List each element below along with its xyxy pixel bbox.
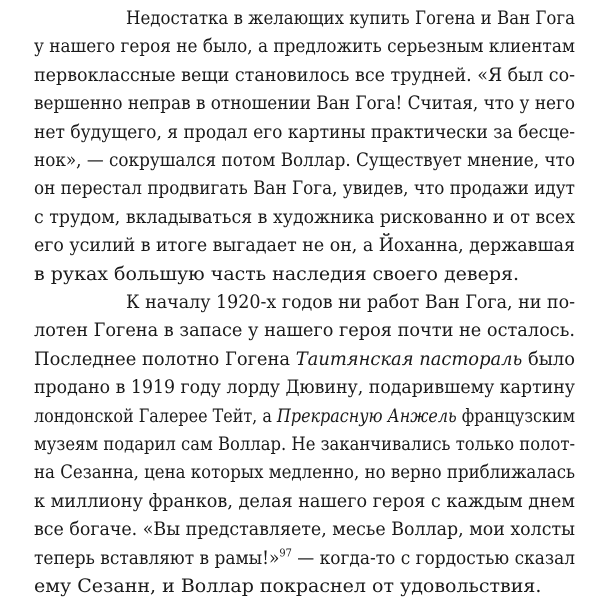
paragraph-line [34,32,600,60]
paragraph-line [34,118,600,146]
paragraph-line [34,231,600,259]
paragraph-line [34,373,600,401]
text-line: нок», — сокрушался потом Воллар. Существует мнение, что [34,149,576,171]
paragraph-line [34,146,600,174]
footnote-marker[interactable]: 97 [279,546,292,560]
text-line: он перестал продвигать Ван Гога, увидев, что продажи идут [34,177,575,200]
text-run: — когда-то с гордостью сказал [291,546,575,569]
text-line: К началу 1920-х годов ни работ Ван Гога, ни по- [126,291,576,313]
text-line: у нашего героя не было, а предложить серьезным клиентам [34,35,575,58]
text-line: к миллиону франков, делая нашего героя с каждым днем [34,489,575,512]
paragraph-line [34,260,519,288]
text-line: лотен Гогена в запасе у нашего героя почти не осталось. [34,319,575,342]
artwork-title: Прекрасную Анжель [276,404,457,427]
paragraph-line [126,4,600,32]
text-line: Недостатка в желающих купить Гогена и Ван Гога [126,7,575,29]
text-run: французским [456,404,576,427]
paragraph-line [34,572,541,600]
artwork-title: Таитянская пастораль [295,347,523,370]
text-line [34,544,575,572]
text-line: в руках большую часть наследия своего деверя. [34,262,520,285]
text-run: лондонской Галерее Тейт, а [34,404,277,427]
paragraph-line [34,458,600,486]
text-line: все богаче. «Вы представляете, месье Воллар, мои холсты [34,518,575,541]
text-run: Последнее полотно Гогена [34,347,296,370]
paragraph-line [34,203,600,231]
text-line [34,402,575,430]
text-run: было [522,347,576,370]
paragraph-line [34,487,600,515]
text-run: теперь вставляют в рамы!» [34,546,280,569]
paragraph-line [34,515,600,543]
paragraph-line [34,544,600,572]
text-line: продано в 1919 году лорду Дювину, подарившему картину [34,376,576,399]
text-line: музеям подарил сам Воллар. Не заканчивались только полот- [34,433,575,455]
text-line: нет будущего, я продал его картины практически за бесце- [34,120,576,143]
text-line: с трудом, вкладываться в художника рискованно и от всех [34,205,576,228]
text-line: его усилий в итоге выгадает не он, а Йоханна, державшая [34,234,575,257]
paragraph-line [126,288,600,316]
text-line: вершенно неправ в отношении Ван Гога! Считая, что у него [34,92,576,115]
paragraph-line [34,430,600,458]
text-line: ему Сезанн, и Воллар покраснел от удовольствия. [34,575,542,597]
text-line [34,345,575,373]
paragraph-line [34,316,600,344]
paragraph-line [34,174,600,202]
paragraph-line [34,345,600,373]
paragraph-line [34,402,600,430]
paragraph-line [34,61,600,89]
paragraph-line [34,89,600,117]
text-line: на Сезанна, цена которых медленно, но верно приближалась [34,461,576,484]
text-line: первоклассные вещи становилось все трудней. «Я был со- [34,63,576,86]
